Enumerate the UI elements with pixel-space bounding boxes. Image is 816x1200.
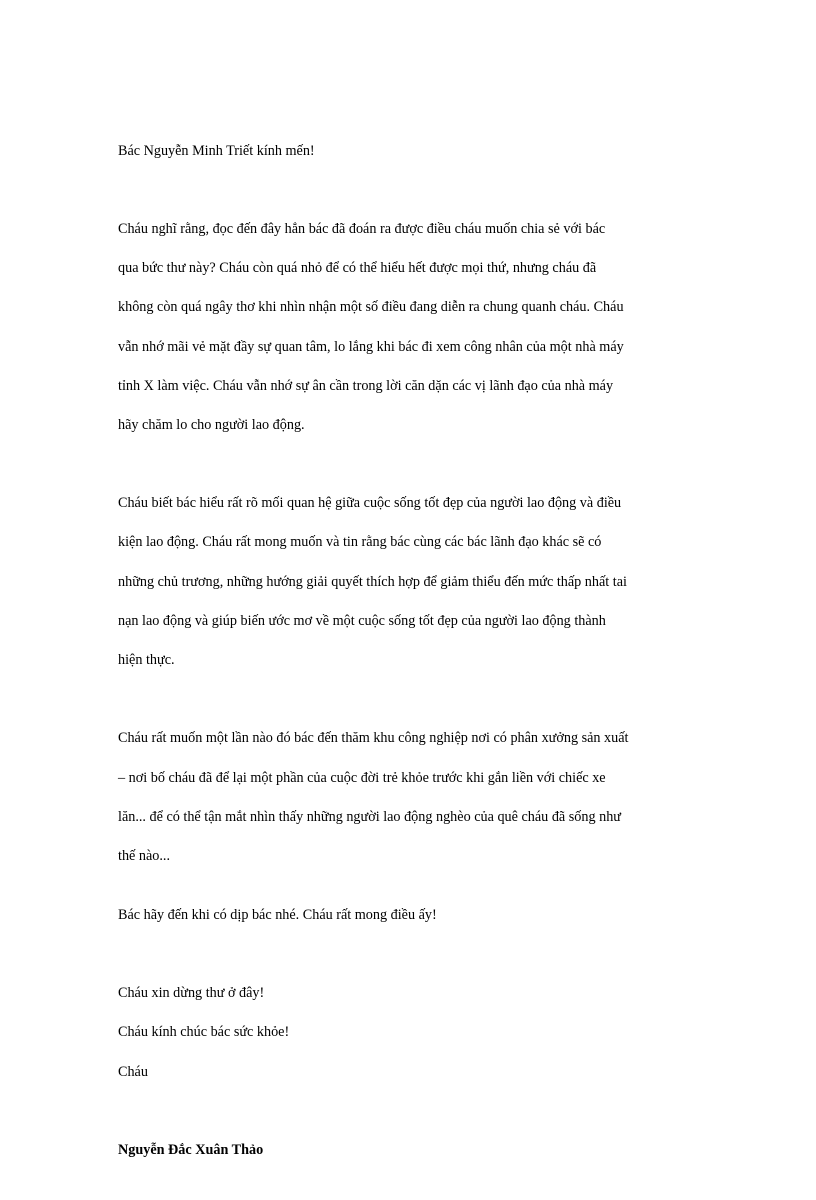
paragraph-line: – nơi bố cháu đã để lại một phần của cuộc đời trẻ khỏe trước khi gắn liền với chiếc xe	[118, 769, 606, 786]
signature	[118, 1121, 698, 1180]
paragraph-line: qua bức thư này? Cháu còn quá nhỏ để có thể hiểu hết được mọi thứ, nhưng cháu đã	[118, 260, 597, 277]
paragraph-line: không còn quá ngây thơ khi nhìn nhận một số điều đang diễn ra chung quanh cháu. Cháu	[118, 299, 624, 316]
signature-name: Nguyễn Đắc Xuân Thảo	[118, 1141, 264, 1158]
paragraph-line: lăn... để có thể tận mắt nhìn thấy những người lao động nghèo của quê cháu đã sống như	[118, 808, 621, 825]
paragraph-line: vẫn nhớ mãi vẻ mặt đầy sự quan tâm, lo lắng khi bác đi xem công nhân của một nhà máy	[118, 338, 624, 355]
paragraph-line: tỉnh X làm việc. Cháu vẫn nhớ sự ân cần trong lời căn dặn các vị lãnh đạo của nhà máy	[118, 377, 614, 394]
paragraph-line: Bác hãy đến khi có dịp bác nhé. Cháu rất mong điều ấy!	[118, 906, 437, 923]
paragraph-1	[118, 200, 698, 455]
paragraph-line: thế nào...	[118, 847, 171, 864]
paragraph-line: kiện lao động. Cháu rất mong muốn và tin rằng bác cùng các bác lãnh đạo khác sẽ có	[118, 534, 602, 551]
after-paragraph-line	[118, 886, 698, 945]
paragraph-2	[118, 475, 698, 691]
paragraph-line: nạn lao động và giúp biến ước mơ về một cuộc sống tốt đẹp của người lao động thành	[118, 612, 606, 629]
letter-page	[118, 122, 698, 1200]
letter-greeting	[118, 122, 698, 181]
paragraph-line: hãy chăm lo cho người lao động.	[118, 416, 305, 433]
paragraph-3	[118, 710, 698, 886]
paragraph-line: Cháu nghĩ rằng, đọc đến đây hẳn bác đã đoán ra được điều cháu muốn chia sẻ với bác	[118, 220, 606, 237]
greeting-line: Bác Nguyễn Minh Triết kính mến!	[118, 142, 315, 159]
closing-line: Cháu kính chúc bác sức khỏe!	[118, 1024, 290, 1041]
paragraph-line: hiện thực.	[118, 652, 175, 669]
paragraph-line: Cháu biết bác hiểu rất rõ mối quan hệ giữa cuộc sống tốt đẹp của người lao động và điều	[118, 495, 622, 512]
paragraph-line: những chủ trương, những hướng giải quyết thích hợp để giảm thiểu đến mức thấp nhất tai	[118, 573, 627, 590]
closing-line: Cháu	[118, 1063, 148, 1080]
paragraph-line: Cháu rất muốn một lần nào đó bác đến thăm khu công nghiệp nơi có phân xưởng sản xuất	[118, 730, 629, 747]
closing-block	[118, 965, 698, 1102]
closing-line: Cháu xin dừng thư ở đây!	[118, 985, 265, 1002]
